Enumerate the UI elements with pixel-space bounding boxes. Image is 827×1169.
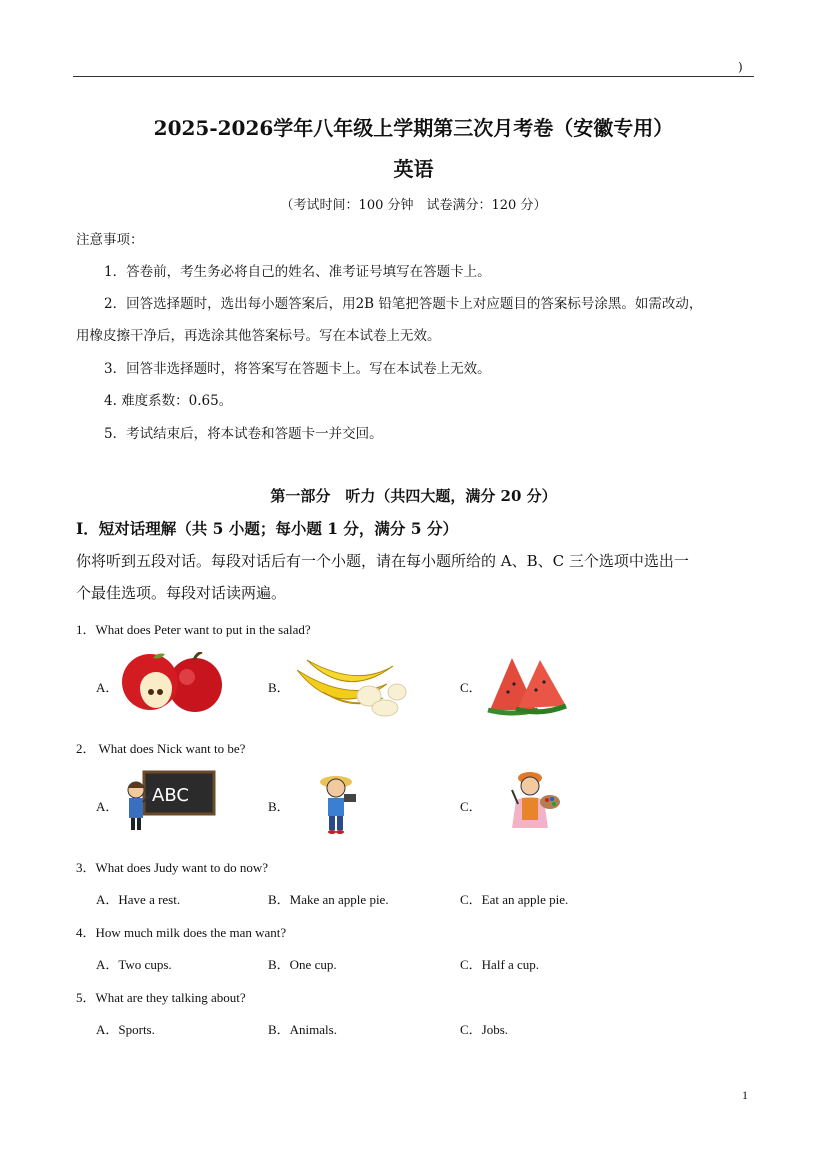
header-rule — [73, 76, 754, 77]
teacher-image — [122, 768, 216, 832]
q4-option-a: A．Two cups. — [96, 957, 172, 972]
apples-image — [120, 652, 226, 718]
part-title: I．短对话理解（共 5 小题；每小题 1 分，满分 5 分） — [76, 519, 458, 538]
q3-option-c: C．Eat an apple pie. — [460, 892, 569, 907]
q2-option-b-label: B． — [268, 799, 290, 814]
q3-option-b: B．Make an apple pie. — [268, 892, 389, 907]
header-corner-mark: ) — [738, 60, 743, 74]
bananas-image — [293, 652, 407, 718]
subject-title: 英语 — [393, 157, 434, 181]
q2-option-a-label: A． — [96, 799, 119, 814]
photographer-image — [316, 770, 362, 838]
section-title: 第一部分 听力（共四大题，满分 20 分） — [270, 487, 557, 505]
note-item-5: 5．考试结束后，将本试卷和答题卡一并交回。 — [104, 426, 383, 442]
exam-info: （考试时间：100 分钟 试卷满分：120 分） — [280, 198, 547, 213]
question-4-text: 4．How much milk does the man want? — [76, 925, 287, 940]
watermelon-image — [484, 654, 568, 716]
q4-option-b: B．One cup. — [268, 957, 337, 972]
question-2-text: 2． What does Nick want to be? — [76, 741, 246, 756]
note-item-2-cont: 用橡皮擦干净后，再选涂其他答案标号。写在本试卷上无效。 — [76, 328, 441, 344]
q1-option-b-label: B． — [268, 680, 290, 695]
note-item-2: 2．回答选择题时，选出每小题答案后，用2B 铅笔把答题卡上对应题目的答案标号涂黑。如需改动， — [104, 296, 703, 312]
q5-option-c: C．Jobs. — [460, 1022, 509, 1037]
painter-image — [506, 768, 562, 836]
part-instructions-line-1: 你将听到五段对话。每段对话后有一个小题，请在每小题所给的 A、B、C 三个选项中选出一 — [76, 552, 689, 570]
part-instructions-line-2: 个最佳选项。每段对话读两遍。 — [76, 584, 287, 602]
notes-heading: 注意事项： — [76, 232, 144, 248]
note-item-1: 1．答卷前，考生务必将自己的姓名、准考证号填写在答题卡上。 — [104, 264, 491, 280]
q2-option-c-label: C． — [460, 799, 482, 814]
note-item-4: 4. 难度系数：0.65。 — [104, 393, 233, 409]
q4-option-c: C．Half a cup. — [460, 957, 540, 972]
question-3-text: 3．What does Judy want to do now? — [76, 860, 269, 875]
exam-title: 2025-2026学年八年级上学期第三次月考卷（安徽专用） — [153, 116, 674, 140]
question-1-text: 1．What does Peter want to put in the salad? — [76, 622, 311, 637]
q1-option-c-label: C． — [460, 680, 482, 695]
q5-option-b: B．Animals. — [268, 1022, 337, 1037]
page-number: 1 — [742, 1088, 748, 1102]
q1-option-a-label: A． — [96, 680, 119, 695]
note-item-3: 3．回答非选择题时，将答案写在答题卡上。写在本试卷上无效。 — [104, 361, 491, 377]
q5-option-a: A．Sports. — [96, 1022, 155, 1037]
q3-option-a: A．Have a rest. — [96, 892, 181, 907]
teacher-board-text: ABC — [152, 785, 189, 806]
question-5-text: 5．What are they talking about? — [76, 990, 246, 1005]
